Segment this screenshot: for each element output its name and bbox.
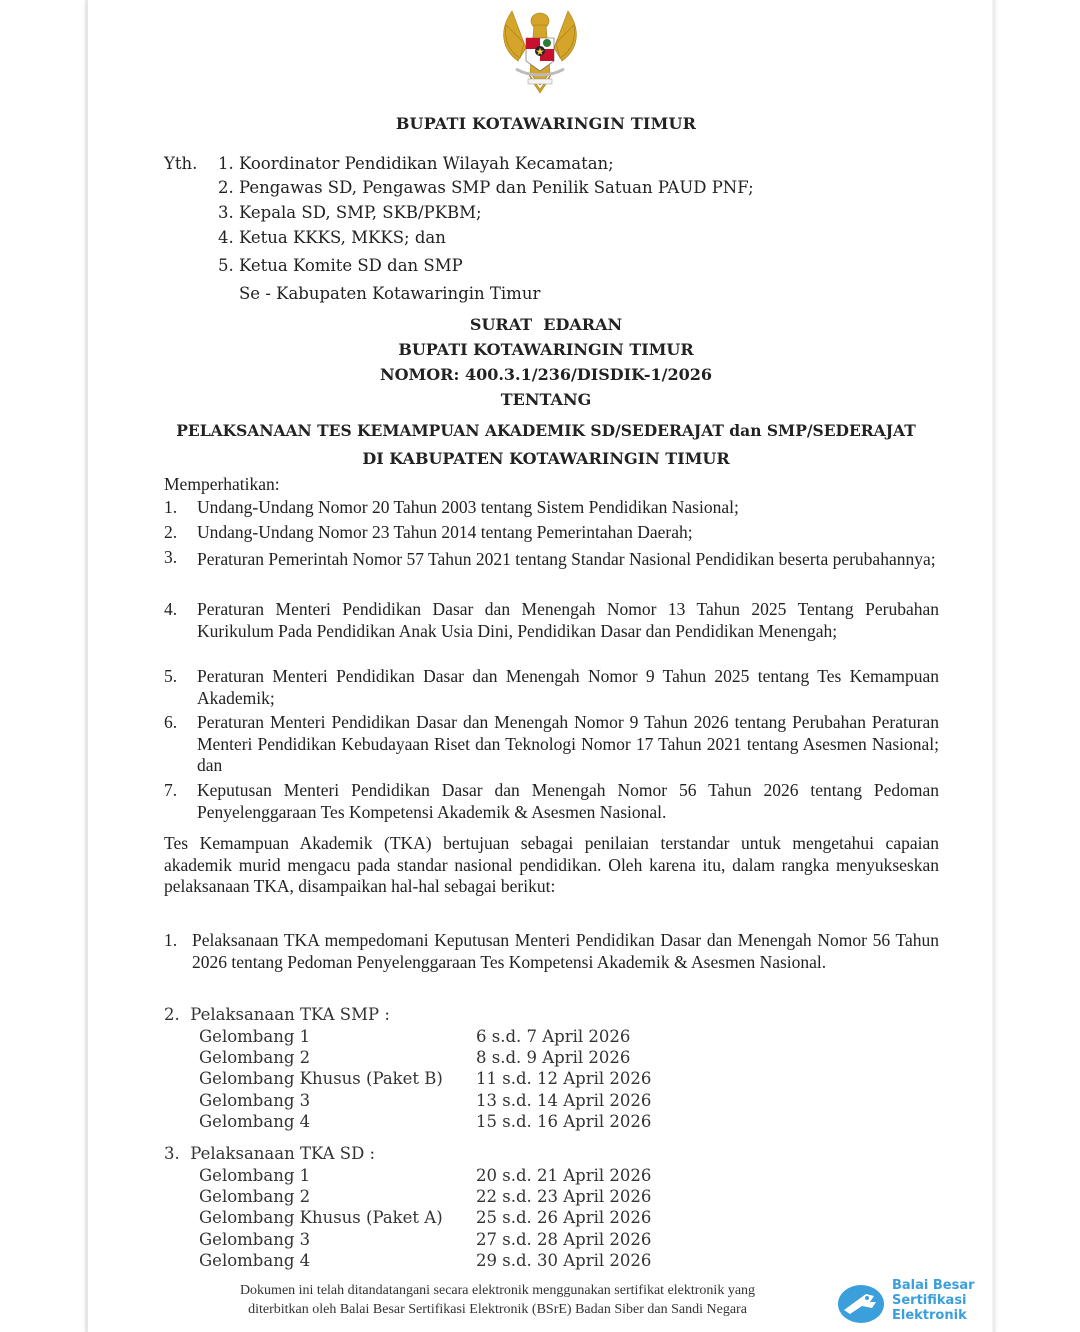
e-signature-notice — [150, 1281, 845, 1319]
considering-item: Peraturan Menteri Pendidikan Dasar dan Menengah Nomor 9 Tahun 2025 tentang Tes Kemampuan Akademik; — [197, 666, 939, 708]
schedule-wave: Gelombang 1 — [199, 1166, 311, 1185]
schedule-date: 27 s.d. 28 April 2026 — [476, 1230, 652, 1249]
schedule-wave: Gelombang 1 — [199, 1027, 311, 1046]
e-signature-line1: Dokumen ini telah ditandatangani secara elektronik menggunakan sertifikat elektronik yang — [239, 1283, 756, 1298]
schedule-smp-heading: 2. Pelaksanaan TKA SMP : — [164, 1005, 390, 1024]
point-1-text: Pelaksanaan TKA mempedomani Keputusan Menteri Pendidikan Dasar dan Menengah Nomor 56 Tahun 2026 tentang Pedoman Penyelenggaraan Tes Kompetensi Akademik & Asesmen Nasional. — [192, 930, 939, 972]
schedule-date: 15 s.d. 16 April 2026 — [476, 1112, 652, 1131]
schedule-date: 29 s.d. 30 April 2026 — [476, 1251, 652, 1270]
considering-label: Memperhatikan: — [164, 474, 280, 494]
schedule-date: 8 s.d. 9 April 2026 — [476, 1048, 631, 1067]
schedule-date: 20 s.d. 21 April 2026 — [476, 1166, 652, 1185]
considering-num: 5. — [164, 666, 178, 686]
considering-item: Peraturan Pemerintah Nomor 57 Tahun 2021 tentang Standar Nasional Pendidikan beserta perubahannya; — [197, 549, 936, 569]
considering-num: 6. — [164, 712, 178, 732]
schedule-wave: Gelombang 4 — [199, 1251, 311, 1270]
schedule-date: 13 s.d. 14 April 2026 — [476, 1091, 652, 1110]
recipient-item: 2. Pengawas SD, Pengawas SMP dan Penilik Satuan PAUD PNF; — [218, 178, 754, 197]
considering-item: Peraturan Menteri Pendidikan Dasar dan Menengah Nomor 9 Tahun 2026 tentang Perubahan Peraturan Menteri Pendidikan Kebudayaan Riset dan Teknologi Nomor 17 Tahun 2021 tentang Asesmen Nasional; dan — [197, 712, 939, 775]
considering-item: Peraturan Menteri Pendidikan Dasar dan Menengah Nomor 13 Tahun 2025 Tentang Perubahan Kurikulum Pada Pendidikan Anak Usia Dini, Pendidikan Dasar dan Pendidikan Menengah; — [197, 599, 939, 641]
schedule-wave: Gelombang 2 — [199, 1048, 311, 1067]
intro-paragraph: Tes Kemampuan Akademik (TKA) bertujuan sebagai penilaian terstandar untuk mengetahui capaian akademik murid mengacu pada standar nasional pendidikan. Oleh karena itu, dalam rangka menyukseskan pelaksanaan TKA, disampaikan hal-hal sebagai berikut: — [164, 833, 939, 896]
recipient-prefix: Yth. — [164, 154, 198, 173]
bsre-logo — [836, 1278, 986, 1326]
recipient-item: 5. Ketua Komite SD dan SMP — [218, 256, 463, 275]
doc-about-label: TENTANG — [500, 390, 592, 409]
recipient-item: 3. Kepala SD, SMP, SKB/PKBM; — [218, 203, 482, 222]
schedule-date: 22 s.d. 23 April 2026 — [476, 1187, 652, 1206]
doc-issuer-title: BUPATI KOTAWARINGIN TIMUR — [398, 340, 694, 359]
considering-item: Undang-Undang Nomor 20 Tahun 2003 tentang Sistem Pendidikan Nasional; — [197, 497, 739, 517]
considering-item: Undang-Undang Nomor 23 Tahun 2014 tentang Pemerintahan Daerah; — [197, 522, 693, 542]
schedule-wave: Gelombang 2 — [199, 1187, 311, 1206]
schedule-date: 25 s.d. 26 April 2026 — [476, 1208, 652, 1227]
considering-num: 3. — [164, 547, 178, 567]
schedule-wave: Gelombang 3 — [199, 1230, 311, 1249]
recipient-region: Se - Kabupaten Kotawaringin Timur — [239, 284, 541, 303]
doc-type-title: SURAT EDARAN — [469, 315, 623, 334]
considering-num: 4. — [164, 599, 178, 619]
page-edge-right — [992, 0, 997, 1332]
considering-num: 1. — [164, 497, 178, 517]
schedule-sd-heading: 3. Pelaksanaan TKA SD : — [164, 1144, 376, 1163]
schedule-date: 11 s.d. 12 April 2026 — [476, 1069, 652, 1088]
doc-subject-line1: PELAKSANAAN TES KEMAMPUAN AKADEMIK SD/SEDERAJAT dan SMP/SEDERAJAT — [176, 421, 916, 440]
schedule-wave: Gelombang Khusus (Paket A) — [199, 1208, 443, 1227]
bsre-text-line: Sertifikasi — [892, 1293, 967, 1308]
bsre-logo-text — [892, 1278, 975, 1323]
schedule-wave: Gelombang Khusus (Paket B) — [199, 1069, 443, 1088]
bsre-text-line: Balai Besar — [892, 1278, 975, 1293]
bsre-logo-icon — [836, 1280, 886, 1324]
schedule-wave: Gelombang 4 — [199, 1112, 311, 1131]
considering-item: Keputusan Menteri Pendidikan Dasar dan Menengah Nomor 56 Tahun 2026 tentang Pedoman Penyelenggaraan Tes Kompetensi Akademik & Asesmen Nasional. — [197, 780, 939, 822]
schedule-wave: Gelombang 3 — [199, 1091, 311, 1110]
e-signature-line2: diterbitkan oleh Balai Besar Sertifikasi Elektronik (BSrE) Badan Siber dan Sandi Negara — [248, 1302, 747, 1317]
bsre-text-line: Elektronik — [892, 1308, 967, 1323]
letterhead-issuer: BUPATI KOTAWARINGIN TIMUR — [395, 114, 697, 133]
recipient-item: 4. Ketua KKKS, MKKS; dan — [218, 228, 446, 247]
doc-subject-line2: DI KABUPATEN KOTAWARINGIN TIMUR — [362, 449, 730, 468]
schedule-date: 6 s.d. 7 April 2026 — [476, 1027, 631, 1046]
doc-number: NOMOR: 400.3.1/236/DISDIK-1/2026 — [379, 365, 713, 384]
point-num: 1. — [164, 930, 178, 950]
considering-num: 7. — [164, 780, 178, 800]
garuda-emblem-icon — [490, 3, 590, 98]
recipient-item: 1. Koordinator Pendidikan Wilayah Kecamatan; — [218, 154, 614, 173]
considering-num: 2. — [164, 522, 178, 542]
